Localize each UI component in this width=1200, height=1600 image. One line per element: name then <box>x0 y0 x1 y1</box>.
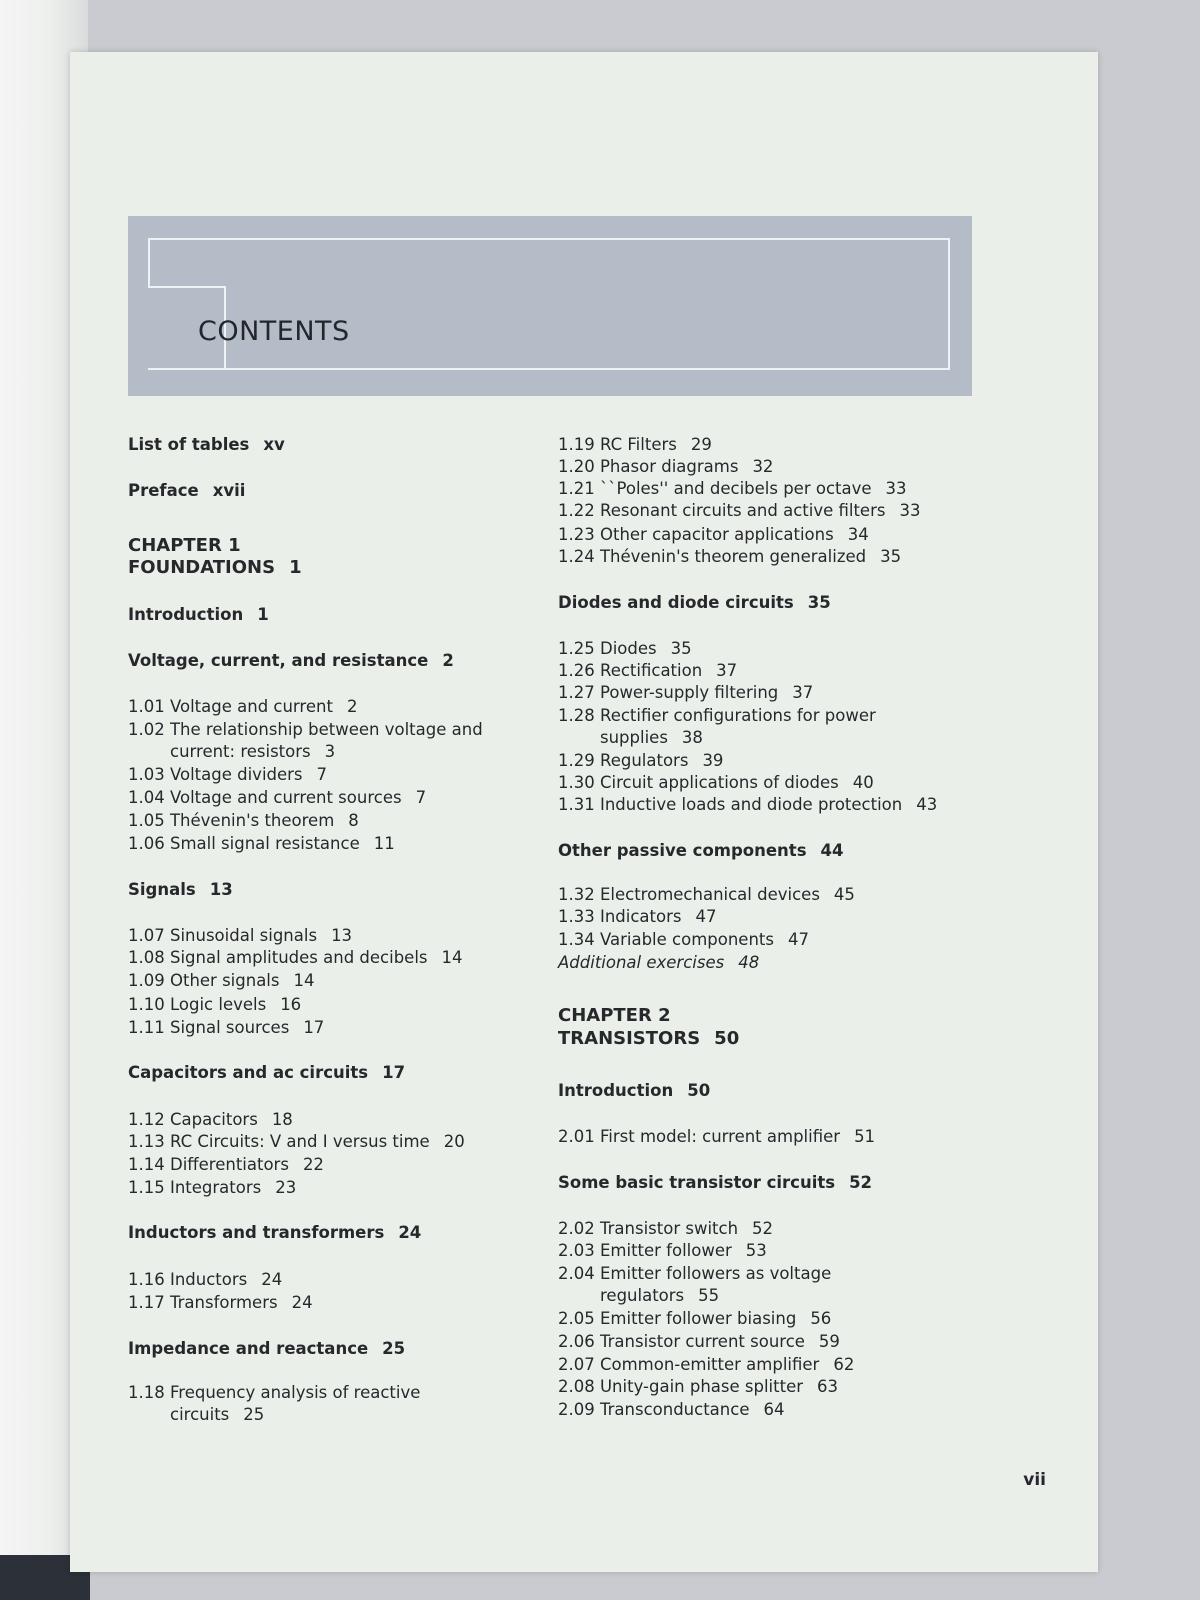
entry-title: Signals <box>128 880 196 899</box>
entry-title: 2.01 First model: current amplifier <box>558 1127 841 1146</box>
section-heading <box>128 650 454 672</box>
toc-entry <box>558 546 901 568</box>
toc-entry <box>558 478 907 500</box>
section-heading <box>128 879 233 901</box>
entry-title: Voltage, current, and resistance <box>128 651 429 670</box>
entry-title: Introduction <box>128 605 244 624</box>
entry-title: 1.13 RC Circuits: V and I versus time <box>128 1132 430 1151</box>
section-heading <box>558 1172 872 1194</box>
toc-entry <box>600 727 703 749</box>
entry-title: CHAPTER 1 <box>128 535 241 556</box>
entry-page-number: 1 <box>289 557 302 578</box>
entry-page-number: 39 <box>702 751 724 770</box>
entry-page-number: 56 <box>810 1309 832 1328</box>
section-heading <box>128 480 245 502</box>
entry-title: supplies <box>600 728 668 747</box>
toc-entry <box>558 906 717 928</box>
entry-page-number: 29 <box>690 435 712 454</box>
entry-title: 2.08 Unity-gain phase splitter <box>558 1377 804 1396</box>
toc-entry <box>558 772 874 794</box>
entry-title: 1.01 Voltage and current <box>128 697 333 716</box>
entry-page-number: 38 <box>681 728 703 747</box>
entry-title: TRANSISTORS <box>558 1028 701 1049</box>
section-heading <box>558 840 843 862</box>
entry-page-number: 37 <box>792 683 814 702</box>
chapter-heading <box>128 534 241 557</box>
entry-page-number: 63 <box>817 1377 839 1396</box>
toc-entry <box>600 1285 719 1307</box>
toc-entry <box>558 884 855 906</box>
entry-page-number: 59 <box>818 1332 840 1351</box>
entry-page-number: 34 <box>847 525 869 544</box>
toc-entry <box>558 638 692 660</box>
entry-title: Some basic transistor circuits <box>558 1173 836 1192</box>
entry-page-number: 62 <box>833 1355 855 1374</box>
toc-entry <box>128 810 359 832</box>
toc-entry <box>128 1017 324 1039</box>
entry-title: 1.16 Inductors <box>128 1270 248 1289</box>
entry-page-number: 3 <box>324 742 336 761</box>
entry-title: Other passive components <box>558 841 807 860</box>
entry-page-number: 43 <box>916 795 938 814</box>
section-heading <box>558 1080 710 1102</box>
entry-title: 1.04 Voltage and current sources <box>128 788 402 807</box>
banner-frame <box>148 238 950 370</box>
entry-page-number: 24 <box>398 1223 422 1242</box>
toc-entry <box>558 1376 838 1398</box>
entry-title: 1.20 Phasor diagrams <box>558 457 739 476</box>
entry-title: 1.15 Integrators <box>128 1178 262 1197</box>
entry-page-number: 22 <box>302 1155 324 1174</box>
toc-entry <box>128 1269 282 1291</box>
toc-entry <box>128 1292 313 1314</box>
entry-title: 1.06 Small signal resistance <box>128 834 360 853</box>
entry-title: Impedance and reactance <box>128 1339 369 1358</box>
entry-title: 1.31 Inductive loads and diode protection <box>558 795 903 814</box>
entry-page-number: 13 <box>209 880 233 899</box>
entry-title: 1.11 Signal sources <box>128 1018 290 1037</box>
entry-page-number: 16 <box>280 995 302 1014</box>
banner-frame-notch <box>148 238 150 286</box>
entry-title: 1.10 Logic levels <box>128 995 267 1014</box>
section-heading <box>128 1338 405 1360</box>
entry-page-number: 7 <box>415 788 427 807</box>
entry-title: 1.24 Thévenin's theorem generalized <box>558 547 867 566</box>
entry-title: 2.06 Transistor current source <box>558 1332 805 1351</box>
toc-entry <box>128 1131 465 1153</box>
entry-title: 1.05 Thévenin's theorem <box>128 811 335 830</box>
toc-entry <box>128 696 357 718</box>
entry-page-number: 48 <box>738 953 760 972</box>
entry-title: 1.30 Circuit applications of diodes <box>558 773 839 792</box>
entry-title: 2.09 Transconductance <box>558 1400 750 1419</box>
entry-page-number: 35 <box>880 547 902 566</box>
toc-entry <box>558 682 813 704</box>
entry-page-number: 18 <box>271 1110 293 1129</box>
toc-entry <box>558 500 920 522</box>
section-heading <box>128 604 269 626</box>
entry-page-number: 2 <box>346 697 358 716</box>
entry-title: 1.09 Other signals <box>128 971 280 990</box>
entry-page-number: 35 <box>670 639 692 658</box>
entry-page-number: 50 <box>687 1081 711 1100</box>
toc-entry <box>558 1308 831 1330</box>
entry-page-number: 35 <box>807 593 831 612</box>
entry-page-number: 14 <box>441 948 463 967</box>
entry-title: 1.21 ``Poles'' and decibels per octave <box>558 479 872 498</box>
toc-entry <box>558 1263 831 1285</box>
toc-entry <box>128 1177 296 1199</box>
entry-title: FOUNDATIONS <box>128 557 276 578</box>
toc-entry <box>558 456 773 478</box>
entry-title: 1.03 Voltage dividers <box>128 765 303 784</box>
entry-title: Additional exercises <box>558 953 725 972</box>
section-heading <box>128 1062 405 1084</box>
entry-page-number: 25 <box>243 1405 265 1424</box>
toc-entry <box>558 434 712 456</box>
entry-title: current: resistors <box>170 742 311 761</box>
toc-entry <box>558 705 876 727</box>
entry-title: 1.27 Power-supply filtering <box>558 683 779 702</box>
entry-title: 1.28 Rectifier configurations for power <box>558 706 876 725</box>
entry-title: 1.12 Capacitors <box>128 1110 258 1129</box>
entry-page-number: 7 <box>316 765 328 784</box>
entry-page-number: 11 <box>373 834 395 853</box>
entry-title: 1.07 Sinusoidal signals <box>128 926 318 945</box>
entry-title: List of tables <box>128 435 250 454</box>
page-number: vii <box>1023 1470 1046 1490</box>
toc-entry <box>558 929 809 951</box>
entry-title: 1.22 Resonant circuits and active filters <box>558 501 886 520</box>
entry-page-number: 8 <box>348 811 359 830</box>
toc-entry <box>170 741 335 763</box>
entry-title: 1.29 Regulators <box>558 751 689 770</box>
toc-entry <box>128 925 352 947</box>
chapter-heading <box>558 1004 671 1027</box>
entry-title: 1.17 Transformers <box>128 1293 278 1312</box>
entry-page-number: 47 <box>695 907 717 926</box>
entry-page-number: 1 <box>257 605 269 624</box>
entry-title: 1.18 Frequency analysis of reactive <box>128 1383 421 1402</box>
toc-entry <box>558 524 869 546</box>
entry-title: CHAPTER 2 <box>558 1005 671 1026</box>
entry-page-number: 32 <box>752 457 774 476</box>
entry-title: regulators <box>600 1286 685 1305</box>
entry-title: 2.07 Common-emitter amplifier <box>558 1355 820 1374</box>
toc-entry <box>170 1404 264 1426</box>
section-heading <box>558 592 831 614</box>
entry-title: 1.34 Variable components <box>558 930 774 949</box>
entry-page-number: 23 <box>275 1178 297 1197</box>
entry-title: 1.25 Diodes <box>558 639 657 658</box>
chapter-heading <box>128 556 302 579</box>
chapter-heading <box>558 1027 739 1050</box>
entry-page-number: 37 <box>716 661 738 680</box>
entry-title: Capacitors and ac circuits <box>128 1063 369 1082</box>
entry-title: 1.23 Other capacitor applications <box>558 525 834 544</box>
entry-page-number: 17 <box>382 1063 406 1082</box>
toc-entry <box>128 833 395 855</box>
entry-page-number: 33 <box>885 479 907 498</box>
entry-title: Diodes and diode circuits <box>558 593 794 612</box>
entry-title: 1.02 The relationship between voltage and <box>128 720 483 739</box>
entry-title: Introduction <box>558 1081 674 1100</box>
toc-entry <box>558 660 737 682</box>
entry-page-number: 47 <box>787 930 809 949</box>
entry-title: 1.26 Rectification <box>558 661 703 680</box>
entry-page-number: 25 <box>382 1339 406 1358</box>
entry-page-number: 55 <box>698 1286 720 1305</box>
toc-entry <box>128 1382 420 1404</box>
entry-page-number: 20 <box>443 1132 465 1151</box>
toc-entry <box>128 970 314 992</box>
entry-page-number: 53 <box>745 1241 767 1260</box>
entry-title: 1.08 Signal amplitudes and decibels <box>128 948 428 967</box>
toc-entry <box>128 947 463 969</box>
entry-page-number: 24 <box>291 1293 313 1312</box>
entry-page-number: 52 <box>752 1219 774 1238</box>
toc-entry <box>558 750 723 772</box>
entry-page-number: 44 <box>820 841 844 860</box>
toc-entry <box>128 1109 293 1131</box>
entry-title: 1.19 RC Filters <box>558 435 677 454</box>
entry-title: 2.04 Emitter followers as voltage <box>558 1264 832 1283</box>
entry-title: 2.02 Transistor switch <box>558 1219 739 1238</box>
toc-entry <box>128 787 426 809</box>
entry-page-number: 64 <box>763 1400 785 1419</box>
toc-entry <box>128 994 301 1016</box>
entry-page-number: 17 <box>303 1018 325 1037</box>
entry-page-number: 24 <box>261 1270 283 1289</box>
entry-title: Inductors and transformers <box>128 1223 385 1242</box>
entry-title: 2.05 Emitter follower biasing <box>558 1309 797 1328</box>
entry-page-number: 52 <box>849 1173 873 1192</box>
page-title: CONTENTS <box>198 316 350 347</box>
entry-title: Preface <box>128 481 199 500</box>
entry-page-number: 51 <box>854 1127 876 1146</box>
contents-banner <box>128 216 972 396</box>
toc-entry <box>558 1126 875 1148</box>
section-heading <box>128 434 285 456</box>
toc-entry <box>558 1354 854 1376</box>
toc-entry <box>128 719 483 741</box>
entry-page-number: 13 <box>331 926 353 945</box>
toc-entry <box>558 794 937 816</box>
entry-title: 1.33 Indicators <box>558 907 682 926</box>
toc-entry <box>128 1154 324 1176</box>
book-page <box>70 52 1098 1572</box>
entry-page-number: xv <box>263 435 285 454</box>
entry-title: circuits <box>170 1405 230 1424</box>
toc-entry <box>558 1399 784 1421</box>
banner-frame-notch <box>148 286 226 288</box>
toc-entry <box>128 764 327 786</box>
section-heading <box>128 1222 421 1244</box>
entry-title: 1.32 Electromechanical devices <box>558 885 820 904</box>
entry-page-number: 33 <box>899 501 921 520</box>
entry-page-number: xvii <box>212 481 246 500</box>
entry-title: 1.14 Differentiators <box>128 1155 289 1174</box>
toc-entry <box>558 952 759 974</box>
entry-page-number: 40 <box>852 773 874 792</box>
toc-entry <box>558 1240 767 1262</box>
toc-entry <box>558 1331 840 1353</box>
toc-entry <box>558 1218 773 1240</box>
entry-page-number: 45 <box>833 885 855 904</box>
entry-title: 2.03 Emitter follower <box>558 1241 732 1260</box>
entry-page-number: 14 <box>293 971 315 990</box>
entry-page-number: 50 <box>714 1028 740 1049</box>
entry-page-number: 2 <box>442 651 454 670</box>
